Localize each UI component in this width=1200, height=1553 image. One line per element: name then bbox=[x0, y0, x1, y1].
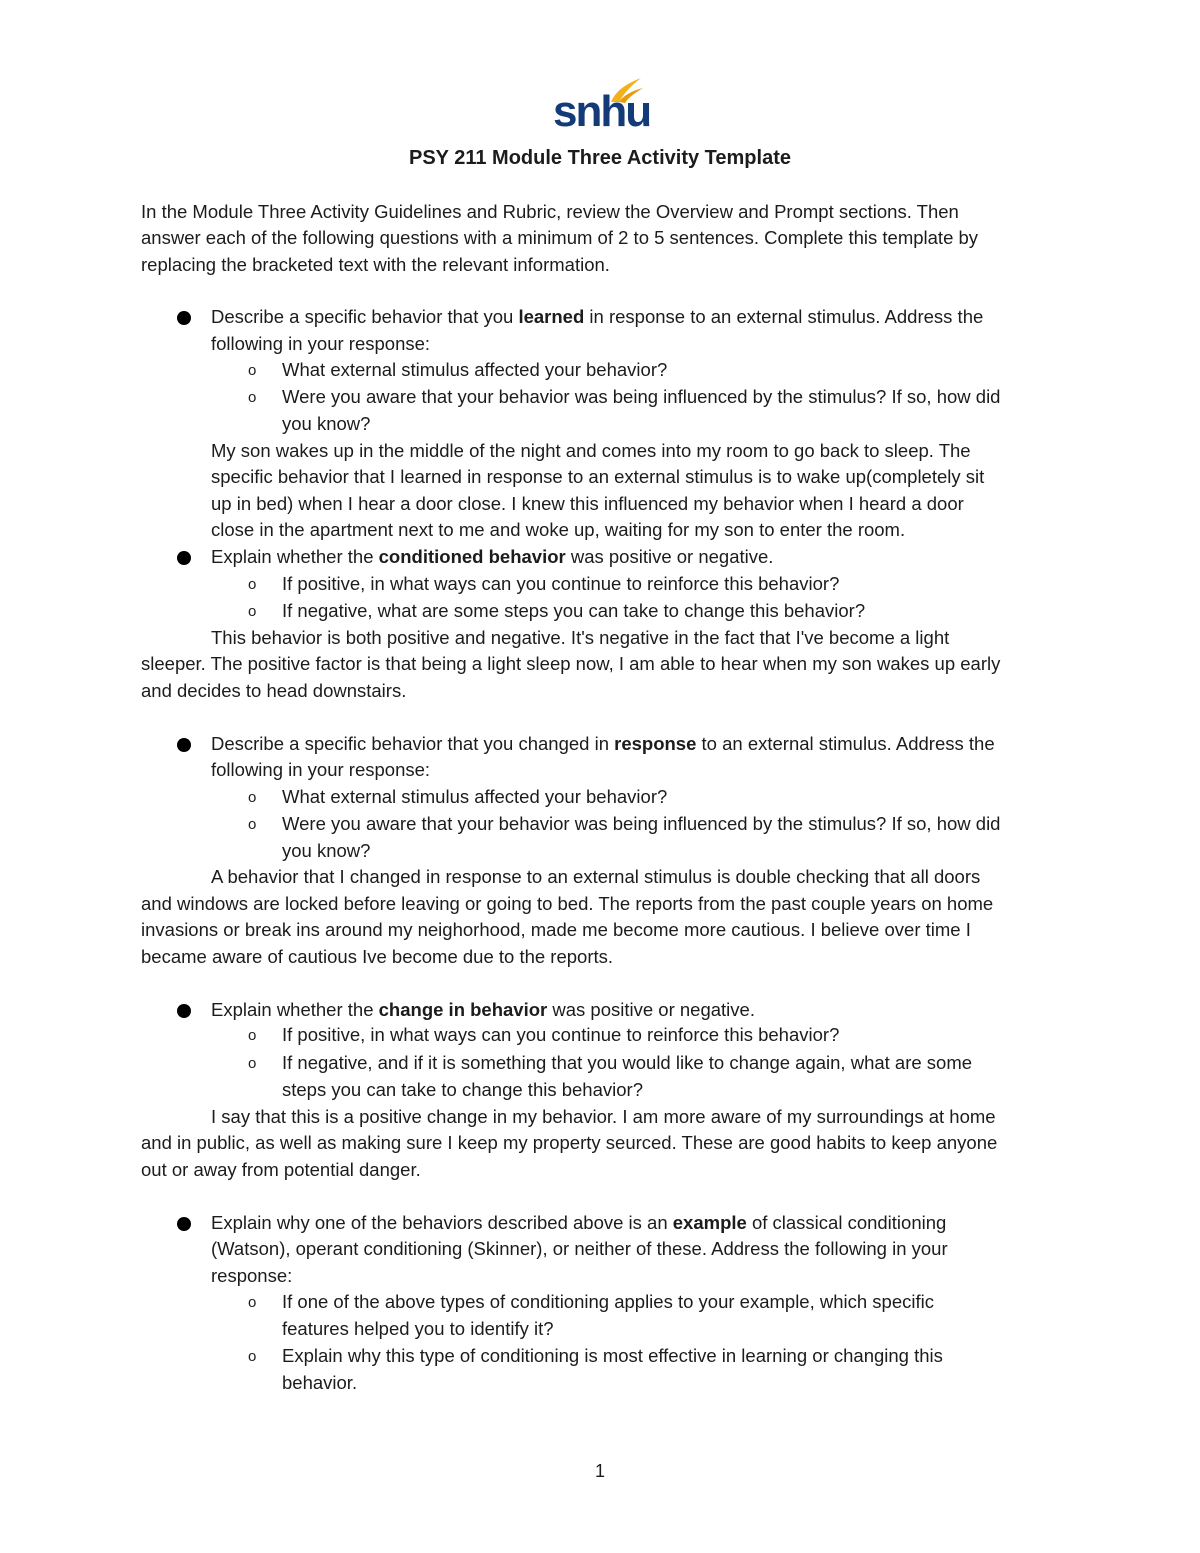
sub-question: If positive, in what ways can you continue to reinforce this behavior? bbox=[282, 573, 840, 594]
sub-bullet-marker: o bbox=[248, 1348, 257, 1365]
sub-question-line: you know? bbox=[282, 413, 371, 434]
sub-question: What external stimulus affected your behavior? bbox=[282, 359, 668, 380]
sub-question-line: features helped you to identify it? bbox=[282, 1318, 554, 1339]
question-bullet-line: following in your response: bbox=[211, 759, 431, 780]
answer-line: My son wakes up in the middle of the night and comes into my room to go back to sleep. The bbox=[211, 440, 971, 461]
sub-bullet-marker: o bbox=[248, 576, 257, 593]
sub-question: Were you aware that your behavior was being influenced by the stimulus? If so, how did bbox=[282, 386, 1001, 407]
sub-bullet-marker: o bbox=[248, 816, 257, 833]
logo-text: snhu bbox=[553, 87, 651, 136]
question-bullet: Describe a specific behavior that you changed in response to an external stimulus. Address the bbox=[211, 733, 995, 754]
bullet-icon bbox=[177, 1004, 191, 1018]
intro-line: In the Module Three Activity Guidelines and Rubric, review the Overview and Prompt sections. Then bbox=[141, 201, 959, 222]
answer-line: and windows are locked before leaving or going to bed. The reports from the past couple years on home bbox=[141, 893, 994, 914]
bullet-icon bbox=[177, 1217, 191, 1231]
question-bullet-line: (Watson), operant conditioning (Skinner), or neither of these. Address the following in your bbox=[211, 1238, 948, 1259]
page-number: 1 bbox=[594, 1461, 605, 1481]
sub-bullet-marker: o bbox=[248, 362, 257, 379]
sub-question: Explain why this type of conditioning is most effective in learning or changing this bbox=[282, 1345, 943, 1366]
sub-bullet-marker: o bbox=[248, 1027, 257, 1044]
answer-line: and in public, as well as making sure I keep my property seurced. These are good habits to keep anyone bbox=[141, 1132, 998, 1153]
sub-question: If one of the above types of conditioning applies to your example, which specific bbox=[282, 1291, 934, 1312]
sub-question: If positive, in what ways can you continue to reinforce this behavior? bbox=[282, 1024, 840, 1045]
intro-line: answer each of the following questions with a minimum of 2 to 5 sentences. Complete this template by bbox=[141, 227, 979, 248]
answer-line: I say that this is a positive change in my behavior. I am more aware of my surroundings at home bbox=[211, 1106, 996, 1127]
question-bullet: Explain why one of the behaviors described above is an example of classical conditioning bbox=[211, 1212, 947, 1233]
answer-line: specific behavior that I learned in response to an external stimulus is to wake up(completely sit bbox=[211, 466, 985, 487]
answer-line: and decides to head downstairs. bbox=[141, 680, 407, 701]
bullet-icon bbox=[177, 311, 191, 325]
answer-line: invasions or break ins around my neighorhood, made me become more cautious. I believe over time I bbox=[141, 919, 971, 940]
sub-question: What external stimulus affected your behavior? bbox=[282, 786, 668, 807]
sub-question: Were you aware that your behavior was being influenced by the stimulus? If so, how did bbox=[282, 813, 1001, 834]
question-bullet: Explain whether the change in behavior was positive or negative. bbox=[211, 999, 755, 1020]
answer-line: out or away from potential danger. bbox=[141, 1159, 421, 1180]
answer-line: up in bed) when I hear a door close. I knew this influenced my behavior when I heard a door bbox=[211, 493, 964, 514]
answer-line: This behavior is both positive and negative. It's negative in the fact that I've become a light bbox=[211, 627, 950, 648]
answer-line: A behavior that I changed in response to an external stimulus is double checking that all doors bbox=[211, 866, 981, 887]
question-bullet-line: following in your response: bbox=[211, 333, 431, 354]
sub-question-line: steps you can take to change this behavior? bbox=[282, 1079, 643, 1100]
sub-bullet-marker: o bbox=[248, 389, 257, 406]
sub-bullet-marker: o bbox=[248, 1055, 257, 1072]
sub-bullet-marker: o bbox=[248, 1294, 257, 1311]
snhu-logo bbox=[553, 74, 651, 136]
bullet-icon bbox=[177, 551, 191, 565]
sub-question-line: you know? bbox=[282, 840, 371, 861]
bullet-icon bbox=[177, 738, 191, 752]
answer-line: became aware of cautious Ive become due to the reports. bbox=[141, 946, 614, 967]
sub-bullet-marker: o bbox=[248, 603, 257, 620]
intro-line: replacing the bracketed text with the relevant information. bbox=[141, 254, 610, 275]
answer-line: close in the apartment next to me and woke up, waiting for my son to enter the room. bbox=[211, 519, 906, 540]
question-bullet-line: response: bbox=[211, 1265, 293, 1286]
question-bullet: Describe a specific behavior that you learned in response to an external stimulus. Address the bbox=[211, 306, 984, 327]
page-title: PSY 211 Module Three Activity Template bbox=[409, 147, 791, 169]
sub-question: If negative, and if it is something that you would like to change again, what are some bbox=[282, 1052, 973, 1073]
question-bullet: Explain whether the conditioned behavior was positive or negative. bbox=[211, 546, 774, 567]
sub-question-line: behavior. bbox=[282, 1372, 358, 1393]
sub-question: If negative, what are some steps you can take to change this behavior? bbox=[282, 600, 866, 621]
sub-bullet-marker: o bbox=[248, 789, 257, 806]
answer-line: sleeper. The positive factor is that being a light sleep now, I am able to hear when my son wakes up early bbox=[141, 653, 1001, 674]
